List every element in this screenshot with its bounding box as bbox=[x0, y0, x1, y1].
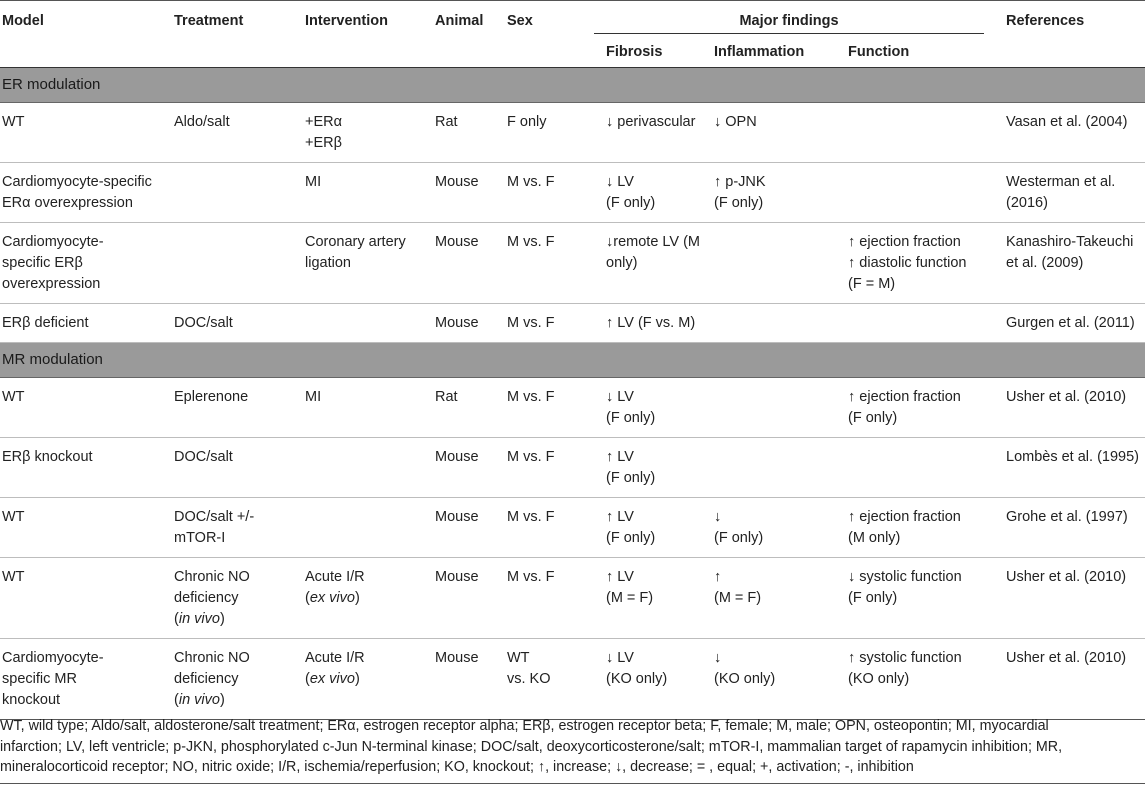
cell-line: Mouse bbox=[435, 449, 479, 465]
cell-line: WT bbox=[2, 569, 25, 585]
cell-animal bbox=[435, 378, 507, 438]
header-references: References bbox=[984, 1, 1145, 68]
cell-model bbox=[0, 438, 174, 498]
cell-line: M vs. F bbox=[507, 509, 555, 525]
table-row bbox=[0, 163, 1145, 223]
table-row bbox=[0, 304, 1145, 343]
section-title: ER modulation bbox=[0, 68, 1145, 103]
cell-line: F only bbox=[507, 114, 547, 130]
cell-line: (in vivo) bbox=[174, 692, 225, 708]
cell-line: ↑ LV bbox=[606, 449, 634, 465]
cell-model bbox=[0, 498, 174, 558]
cell-references bbox=[984, 163, 1145, 223]
cell-line: ↑ LV bbox=[606, 509, 634, 525]
cell-references bbox=[984, 103, 1145, 163]
cell-line: DOC/salt bbox=[174, 449, 233, 465]
header-intervention: Intervention bbox=[305, 1, 435, 68]
cell-sex bbox=[507, 639, 594, 720]
cell-references bbox=[984, 223, 1145, 304]
cell-line: Grohe et al. (1997) bbox=[1006, 509, 1128, 525]
cell-line: (ex vivo) bbox=[305, 671, 360, 687]
section-header-row bbox=[0, 343, 1145, 378]
cell-line: Westerman et al. (2016) bbox=[1006, 174, 1116, 211]
cell-line: Usher et al. (2010) bbox=[1006, 389, 1127, 405]
cell-line: Chronic NO bbox=[174, 650, 250, 666]
cell-treatment bbox=[174, 639, 305, 720]
cell-line: Cardiomyocyte-specific bbox=[2, 174, 152, 190]
cell-line: (F only) bbox=[606, 410, 656, 426]
cell-line: MI bbox=[305, 389, 322, 405]
cell-sex bbox=[507, 304, 594, 343]
cell-line: WT bbox=[2, 114, 25, 130]
cell-line: ERβ deficient bbox=[2, 315, 89, 331]
cell-references bbox=[984, 498, 1145, 558]
cell-animal bbox=[435, 304, 507, 343]
cell-line: ↑ ejection fraction bbox=[848, 234, 961, 250]
cell-line: ↓ OPN bbox=[714, 114, 757, 130]
cell-references bbox=[984, 304, 1145, 343]
cell-line: ↓ systolic function bbox=[848, 569, 962, 585]
cell-model bbox=[0, 304, 174, 343]
cell-treatment bbox=[174, 304, 305, 343]
table-row bbox=[0, 103, 1145, 163]
cell-line: specific ERβ bbox=[2, 255, 83, 271]
cell-animal bbox=[435, 498, 507, 558]
cell-line: Mouse bbox=[435, 315, 479, 331]
cell-line: (M only) bbox=[848, 530, 901, 546]
cell-inflammation bbox=[714, 163, 836, 223]
table-row bbox=[0, 639, 1145, 720]
cell-line: Kanashiro-Takeuchi bbox=[1006, 234, 1134, 250]
cell-fibrosis bbox=[594, 498, 714, 558]
cell-references bbox=[984, 378, 1145, 438]
cell-line: ↓ bbox=[714, 650, 722, 666]
cell-line: Aldo/salt bbox=[174, 114, 230, 130]
cell-line: (KO only) bbox=[714, 671, 776, 687]
cell-treatment bbox=[174, 103, 305, 163]
cell-line: Acute I/R bbox=[305, 569, 365, 585]
cell-line: ↓ perivascular bbox=[606, 114, 696, 130]
cell-intervention bbox=[305, 103, 435, 163]
cell-sex bbox=[507, 378, 594, 438]
cell-line: ↑ diastolic function bbox=[848, 255, 967, 271]
table-row bbox=[0, 378, 1145, 438]
cell-function bbox=[836, 163, 984, 223]
cell-sex bbox=[507, 103, 594, 163]
footnote-line: infarction; LV, left ventricle; p-JKN, phosphorylated c-Jun N-terminal kinase; DOC/salt, deoxycorticosterone/salt; mTOR-I, mammalian target of rapamycin inhibition; MR, bbox=[0, 738, 1063, 755]
cell-line: Usher et al. (2010) bbox=[1006, 569, 1127, 585]
cell-inflammation bbox=[714, 103, 836, 163]
cell-line: ↑ bbox=[714, 569, 722, 585]
cell-treatment bbox=[174, 438, 305, 498]
cell-line: Eplerenone bbox=[174, 389, 249, 405]
cell-line: ERα overexpression bbox=[2, 195, 133, 211]
cell-function bbox=[836, 639, 984, 720]
cell-intervention bbox=[305, 163, 435, 223]
cell-line: Mouse bbox=[435, 569, 479, 585]
cell-inflammation bbox=[714, 558, 836, 639]
cell-inflammation bbox=[714, 223, 836, 304]
cell-fibrosis bbox=[594, 163, 714, 223]
cell-function bbox=[836, 558, 984, 639]
cell-line: Chronic NO bbox=[174, 569, 250, 585]
cell-intervention bbox=[305, 498, 435, 558]
header-row bbox=[0, 1, 1145, 34]
cell-line: ligation bbox=[305, 255, 351, 271]
cell-model bbox=[0, 103, 174, 163]
cell-line: (M = F) bbox=[606, 590, 654, 606]
cell-sex bbox=[507, 163, 594, 223]
cell-line: DOC/salt bbox=[174, 315, 233, 331]
cell-line: WT bbox=[2, 509, 25, 525]
header-major-findings: Major findings bbox=[594, 1, 984, 34]
cell-line: ERβ knockout bbox=[2, 449, 93, 465]
cell-intervention bbox=[305, 639, 435, 720]
cell-inflammation bbox=[714, 378, 836, 438]
cell-intervention bbox=[305, 378, 435, 438]
cell-references bbox=[984, 438, 1145, 498]
cell-line: M vs. F bbox=[507, 449, 555, 465]
table-body bbox=[0, 68, 1145, 720]
cell-line: vs. KO bbox=[507, 671, 551, 687]
cell-inflammation bbox=[714, 304, 836, 343]
cell-line: (F only) bbox=[606, 195, 656, 211]
cell-line: (in vivo) bbox=[174, 611, 225, 627]
header-animal: Animal bbox=[435, 1, 507, 68]
cell-fibrosis bbox=[594, 223, 714, 304]
cell-line: (F only) bbox=[606, 530, 656, 546]
cell-function bbox=[836, 103, 984, 163]
cell-model bbox=[0, 223, 174, 304]
cell-line: M vs. F bbox=[507, 234, 555, 250]
cell-intervention bbox=[305, 558, 435, 639]
cell-line: +ERβ bbox=[305, 135, 342, 151]
cell-line: WT bbox=[2, 389, 25, 405]
cell-line: (F only) bbox=[714, 195, 764, 211]
cell-line: (F = M) bbox=[848, 276, 896, 292]
cell-treatment bbox=[174, 223, 305, 304]
cell-line: (KO only) bbox=[848, 671, 910, 687]
table-row bbox=[0, 438, 1145, 498]
cell-line: Rat bbox=[435, 114, 458, 130]
cell-line: Cardiomyocyte- bbox=[2, 650, 104, 666]
cell-animal bbox=[435, 438, 507, 498]
cell-line: Usher et al. (2010) bbox=[1006, 650, 1127, 666]
cell-line: Coronary artery bbox=[305, 234, 406, 250]
cell-animal bbox=[435, 223, 507, 304]
cell-treatment bbox=[174, 163, 305, 223]
header-sex: Sex bbox=[507, 1, 594, 68]
table-row bbox=[0, 223, 1145, 304]
footnote-line: mineralocorticoid receptor; NO, nitric oxide; I/R, ischemia/reperfusion; KO, knockout; ↑, increase; ↓, decrease; = , equal; +, activation; -, inhibition bbox=[0, 759, 914, 775]
cell-line: (ex vivo) bbox=[305, 590, 360, 606]
bottom-rule bbox=[0, 783, 1145, 784]
cell-model bbox=[0, 639, 174, 720]
header-function: Function bbox=[836, 34, 984, 68]
cell-model bbox=[0, 163, 174, 223]
cell-references bbox=[984, 558, 1145, 639]
cell-line: ↑ LV bbox=[606, 569, 634, 585]
cell-intervention bbox=[305, 438, 435, 498]
cell-sex bbox=[507, 558, 594, 639]
section-header-row bbox=[0, 68, 1145, 103]
cell-sex bbox=[507, 223, 594, 304]
cell-function bbox=[836, 304, 984, 343]
cell-treatment bbox=[174, 378, 305, 438]
cell-line: Mouse bbox=[435, 650, 479, 666]
cell-line: Cardiomyocyte- bbox=[2, 234, 104, 250]
cell-animal bbox=[435, 163, 507, 223]
cell-line: ↑ p-JNK bbox=[714, 174, 766, 190]
cell-inflammation bbox=[714, 438, 836, 498]
cell-fibrosis bbox=[594, 304, 714, 343]
cell-line: WT bbox=[507, 650, 530, 666]
cell-animal bbox=[435, 558, 507, 639]
cell-function bbox=[836, 378, 984, 438]
cell-line: (F only) bbox=[606, 470, 656, 486]
table-footnote bbox=[0, 714, 1140, 778]
cell-line: (F only) bbox=[848, 590, 898, 606]
cell-line: overexpression bbox=[2, 276, 101, 292]
cell-treatment bbox=[174, 558, 305, 639]
cell-line: ↑ ejection fraction bbox=[848, 509, 961, 525]
cell-line: ↑ LV (F vs. M) bbox=[606, 315, 696, 331]
cell-line: ↑ systolic function bbox=[848, 650, 962, 666]
cell-fibrosis bbox=[594, 558, 714, 639]
cell-fibrosis bbox=[594, 639, 714, 720]
cell-line: Mouse bbox=[435, 174, 479, 190]
cell-line: (F only) bbox=[714, 530, 764, 546]
cell-line: M vs. F bbox=[507, 569, 555, 585]
header-treatment: Treatment bbox=[174, 1, 305, 68]
cell-function bbox=[836, 223, 984, 304]
cell-animal bbox=[435, 639, 507, 720]
cell-line: ↓ bbox=[714, 509, 722, 525]
cell-function bbox=[836, 498, 984, 558]
cell-line: Gurgen et al. (2011) bbox=[1006, 315, 1135, 331]
cell-line: Mouse bbox=[435, 509, 479, 525]
cell-line: M vs. F bbox=[507, 315, 555, 331]
cell-intervention bbox=[305, 223, 435, 304]
cell-line: (F only) bbox=[848, 410, 898, 426]
cell-line: deficiency bbox=[174, 671, 239, 687]
cell-line: mTOR-I bbox=[174, 530, 226, 546]
cell-fibrosis bbox=[594, 378, 714, 438]
cell-line: Acute I/R bbox=[305, 650, 365, 666]
cell-line: +ERα bbox=[305, 114, 342, 130]
cell-line: Mouse bbox=[435, 234, 479, 250]
cell-intervention bbox=[305, 304, 435, 343]
cell-line: M vs. F bbox=[507, 174, 555, 190]
cell-line: MI bbox=[305, 174, 322, 190]
table-row bbox=[0, 498, 1145, 558]
cell-line: Rat bbox=[435, 389, 458, 405]
cell-model bbox=[0, 378, 174, 438]
cell-line: et al. (2009) bbox=[1006, 255, 1084, 271]
cell-line: (M = F) bbox=[714, 590, 762, 606]
cell-line: ↑ ejection fraction bbox=[848, 389, 961, 405]
cell-inflammation bbox=[714, 639, 836, 720]
cell-line: M vs. F bbox=[507, 389, 555, 405]
cell-fibrosis bbox=[594, 103, 714, 163]
cell-model bbox=[0, 558, 174, 639]
header-inflammation: Inflammation bbox=[714, 34, 836, 68]
cell-animal bbox=[435, 103, 507, 163]
header-fibrosis: Fibrosis bbox=[594, 34, 714, 68]
cell-treatment bbox=[174, 498, 305, 558]
cell-line: only) bbox=[606, 255, 638, 271]
table-row bbox=[0, 558, 1145, 639]
cell-line: (KO only) bbox=[606, 671, 668, 687]
cell-line: ↓ LV bbox=[606, 650, 634, 666]
cell-line: knockout bbox=[2, 692, 61, 708]
cell-sex bbox=[507, 438, 594, 498]
footnote-line: WT, wild type; Aldo/salt, aldosterone/salt treatment; ERα, estrogen receptor alpha; ERβ, estrogen receptor beta; F, female; M, male; OPN, osteopontin; MI, myocardial bbox=[0, 718, 1049, 734]
cell-sex bbox=[507, 498, 594, 558]
section-title: MR modulation bbox=[0, 343, 1145, 378]
cell-line: Vasan et al. (2004) bbox=[1006, 114, 1128, 130]
cell-function bbox=[836, 438, 984, 498]
cell-line: ↓remote LV (M bbox=[606, 234, 701, 250]
cell-line: ↓ LV bbox=[606, 389, 634, 405]
cell-references bbox=[984, 639, 1145, 720]
cell-line: specific MR bbox=[2, 671, 77, 687]
cell-line: ↓ LV bbox=[606, 174, 634, 190]
header-model: Model bbox=[0, 1, 174, 68]
cell-inflammation bbox=[714, 498, 836, 558]
cell-line: deficiency bbox=[174, 590, 239, 606]
cell-line: DOC/salt +/- bbox=[174, 509, 255, 525]
cell-fibrosis bbox=[594, 438, 714, 498]
cell-line: Lombès et al. (1995) bbox=[1006, 449, 1139, 465]
